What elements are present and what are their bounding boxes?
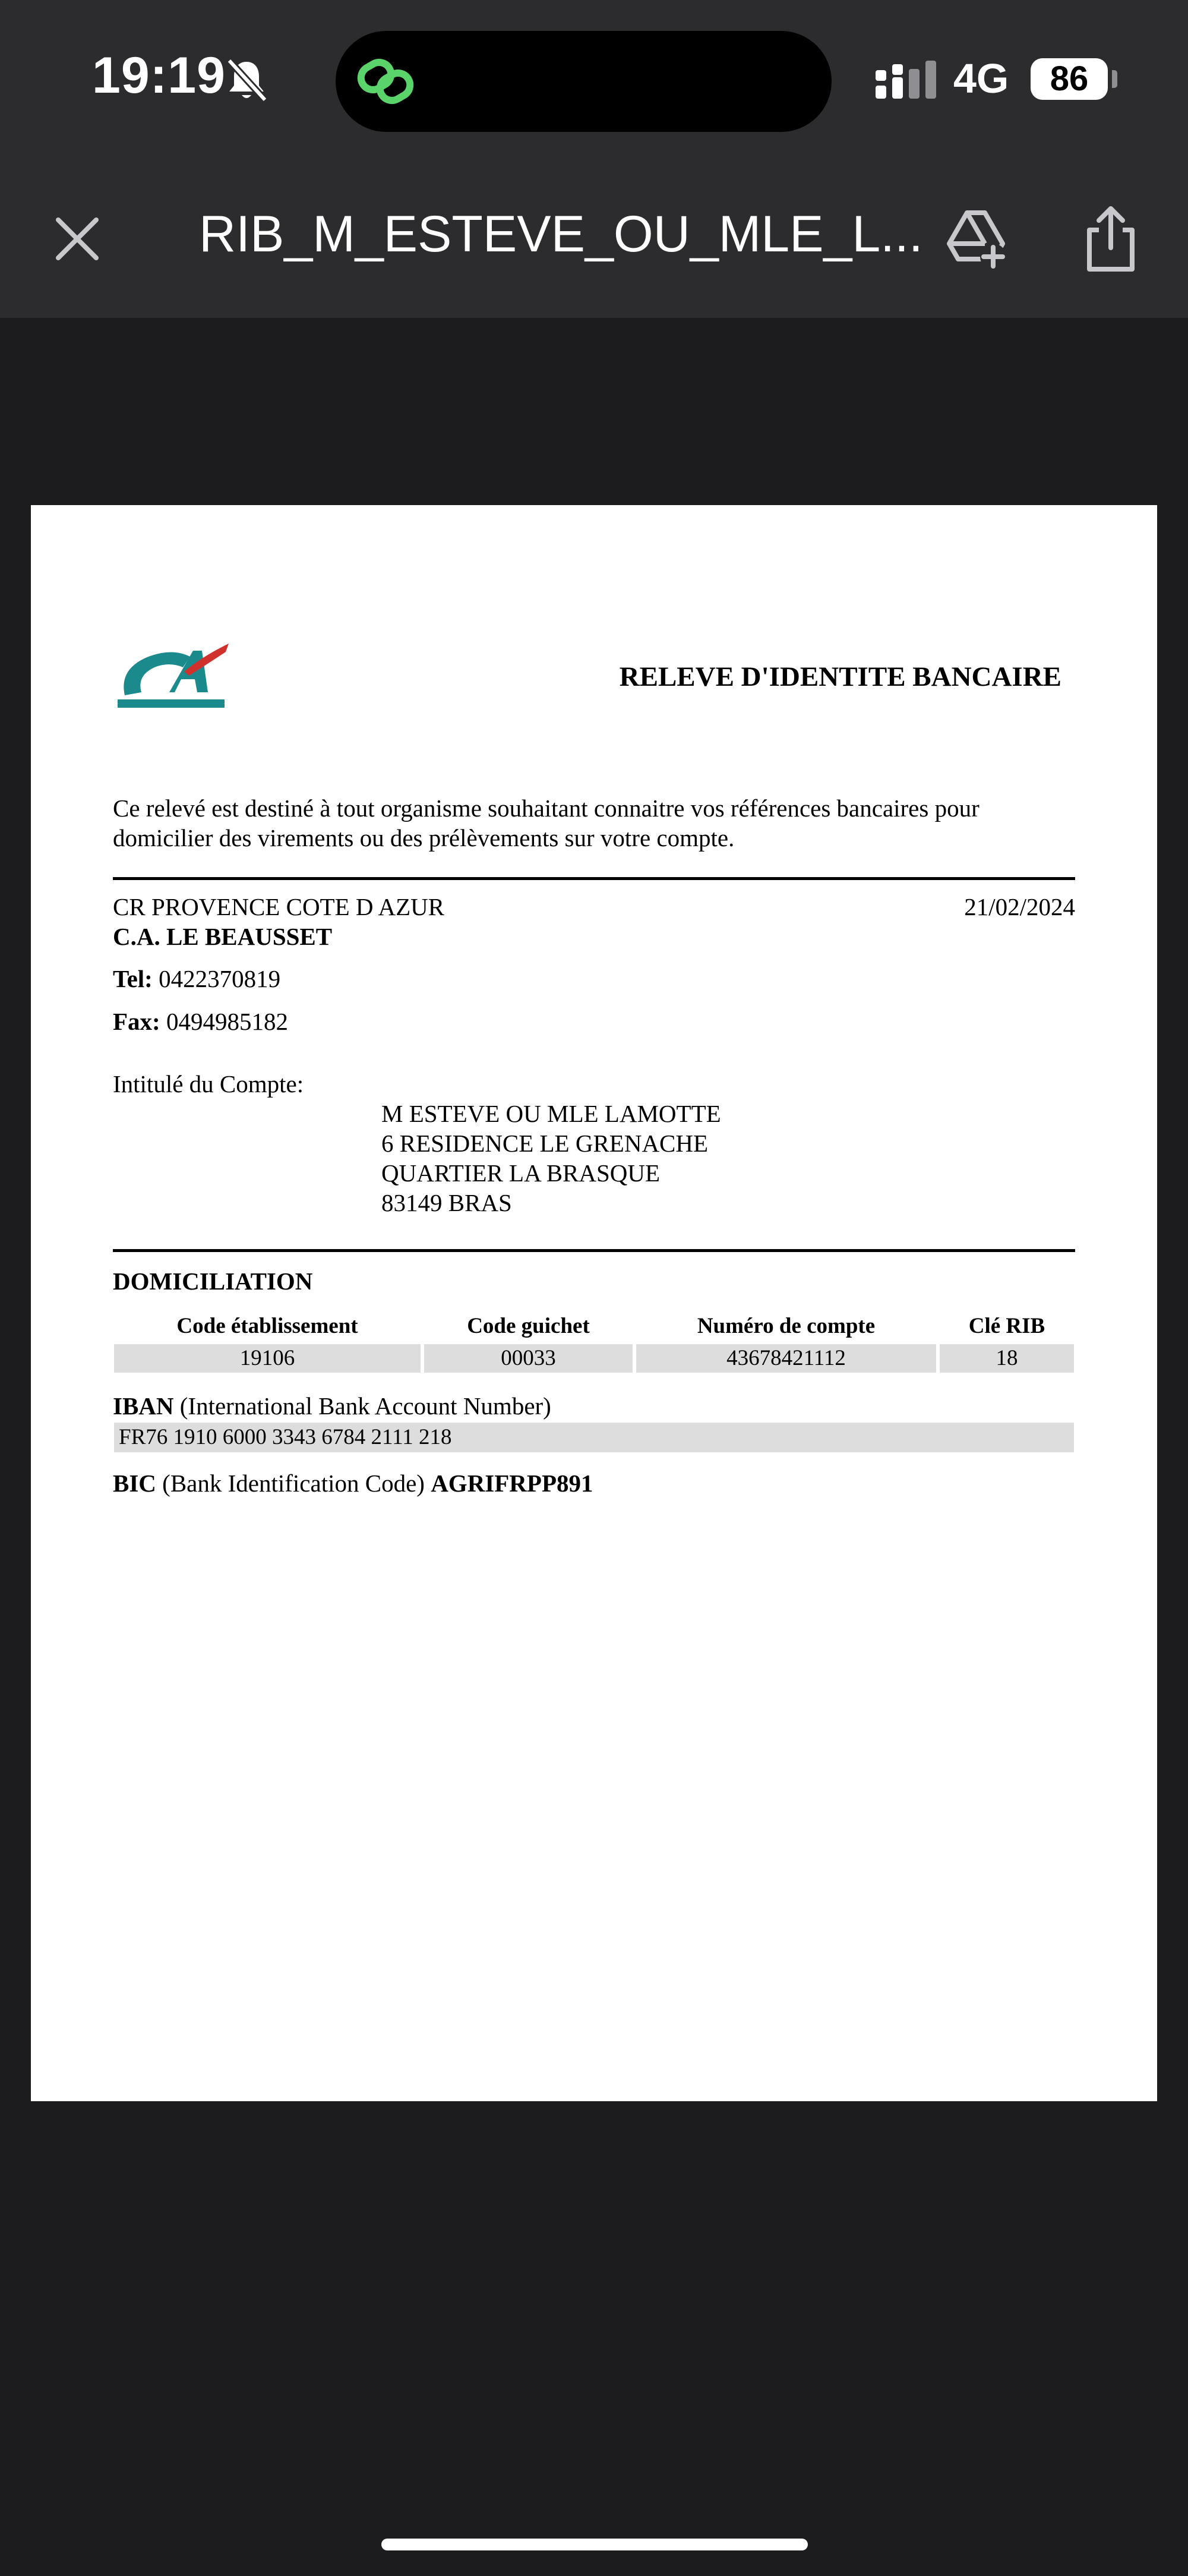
credit-agricole-logo — [113, 633, 232, 716]
bic-description: (Bank Identification Code) — [162, 1470, 425, 1497]
agency-phone — [113, 964, 280, 993]
table-header: Numéro de compte — [697, 1314, 876, 1338]
pdf-page — [31, 505, 1157, 2101]
status-time: 19:19 — [92, 47, 226, 104]
bell-muted-icon — [226, 58, 267, 102]
tel-label: Tel: — [113, 965, 153, 992]
table-header: Clé RIB — [968, 1314, 1045, 1338]
fax-value: 0494985182 — [166, 1008, 288, 1035]
table-cell: 18 — [940, 1344, 1074, 1373]
fax-label: Fax: — [113, 1008, 160, 1035]
cellular-signal-icon — [874, 59, 940, 101]
viewer-toolbar — [0, 160, 1188, 318]
table-cell: 43678421112 — [636, 1344, 936, 1373]
domiciliation-heading: DOMICILIATION — [113, 1267, 313, 1295]
account-holder-label: Intitulé du Compte: — [113, 1070, 304, 1098]
divider — [113, 1249, 1075, 1252]
battery-level: 86 — [1031, 58, 1108, 100]
intro-line: Ce relevé est destiné à tout organisme souhaitant connaitre vos références bancaires pour — [113, 794, 980, 822]
agency-name: C.A. LE BEAUSSET — [113, 923, 333, 950]
battery-cap — [1112, 70, 1117, 88]
bank-name: CR PROVENCE COTE D AZUR — [113, 893, 445, 920]
network-type: 4G — [953, 55, 1009, 102]
holder-line: M ESTEVE OU MLE LAMOTTE — [381, 1100, 721, 1127]
table-cell: 19106 — [114, 1344, 421, 1373]
bic-line — [113, 1469, 593, 1497]
iban-label: IBAN — [113, 1392, 174, 1420]
bic-value: AGRIFRPP891 — [431, 1470, 593, 1497]
agency-fax — [113, 1007, 288, 1036]
status-bar — [0, 0, 1188, 160]
holder-line: 83149 BRAS — [381, 1189, 512, 1216]
dynamic-island — [336, 31, 832, 132]
divider — [113, 877, 1075, 880]
intro-text — [113, 793, 1087, 853]
iban-heading — [113, 1392, 551, 1420]
close-icon[interactable] — [52, 214, 102, 264]
tel-value: 0422370819 — [159, 965, 281, 992]
bic-label: BIC — [113, 1470, 156, 1497]
home-indicator[interactable] — [381, 2539, 808, 2550]
document-date: 21/02/2024 — [964, 893, 1075, 920]
document-heading: RELEVE D'IDENTITE BANCAIRE — [619, 661, 1061, 692]
intro-line: domicilier des virements ou des prélèvements sur votre compte. — [113, 824, 735, 852]
holder-line: 6 RESIDENCE LE GRENACHE — [381, 1130, 709, 1157]
iban-value: FR76 1910 6000 3343 6784 2111 218 — [114, 1423, 1074, 1452]
add-to-drive-icon[interactable] — [943, 207, 1009, 272]
table-header: Code établissement — [176, 1314, 358, 1338]
iban-description: (International Bank Account Number) — [179, 1392, 551, 1420]
holder-line: QUARTIER LA BRASQUE — [381, 1159, 661, 1187]
link-activity-icon — [356, 55, 415, 108]
share-icon[interactable] — [1081, 205, 1140, 273]
table-header: Code guichet — [467, 1314, 590, 1338]
document-title: RIB_M_ESTEVE_OU_MLE_L... — [199, 206, 923, 263]
table-cell: 00033 — [424, 1344, 633, 1373]
